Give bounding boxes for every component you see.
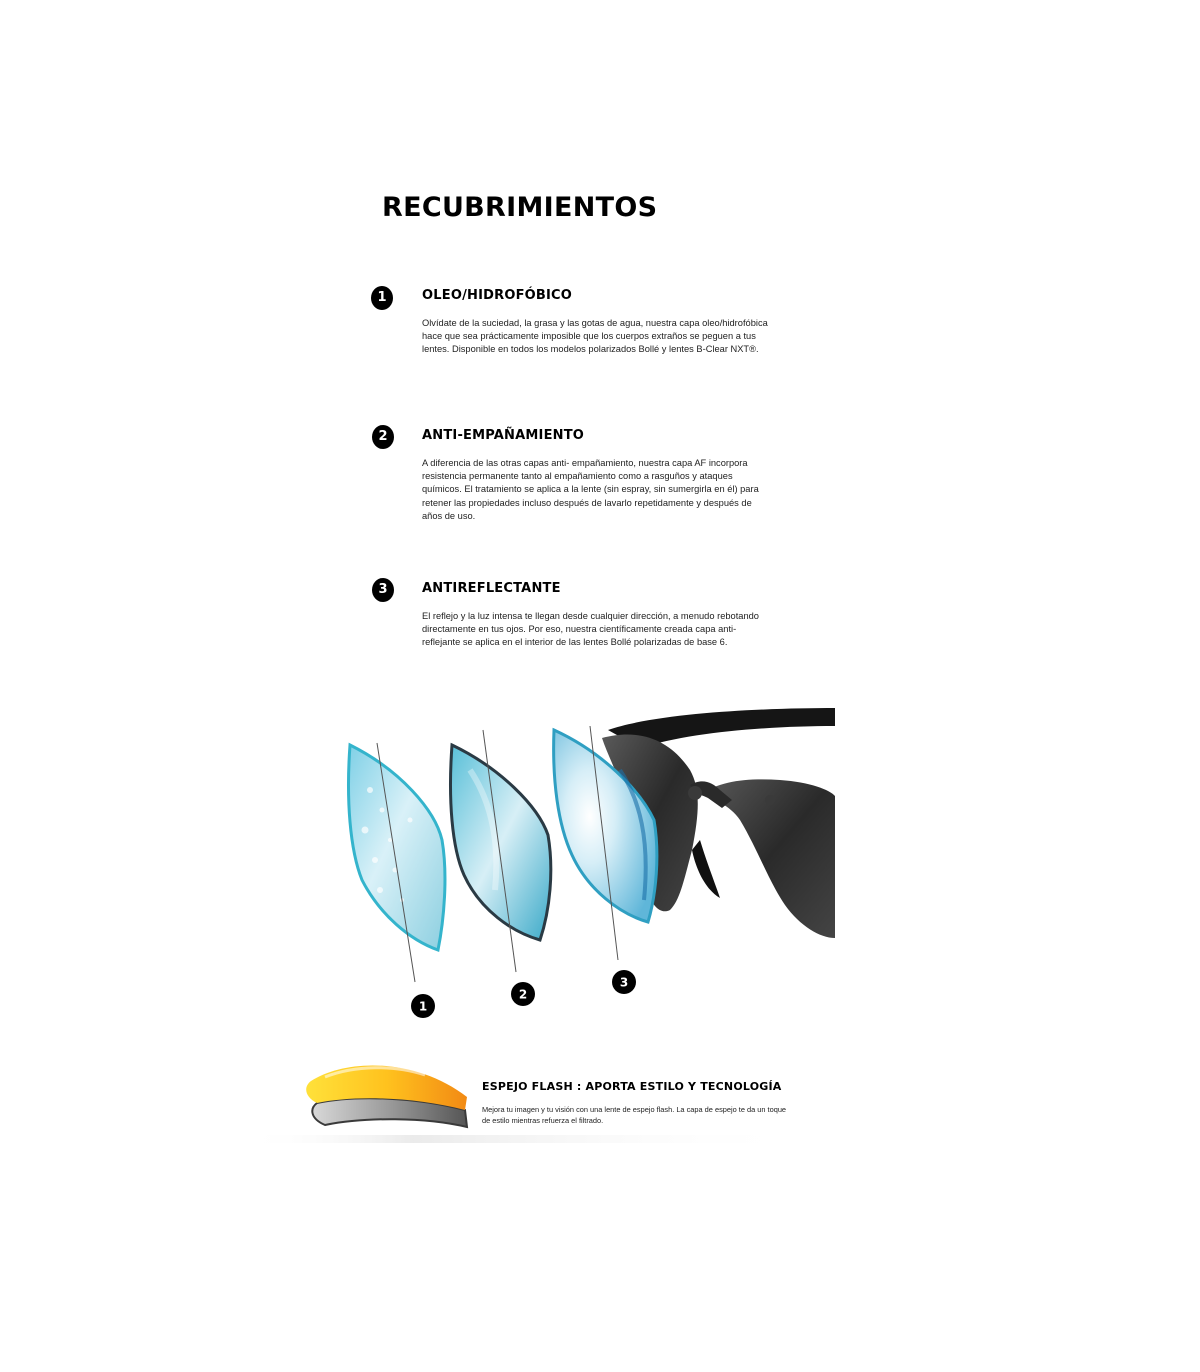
flash-body: Mejora tu imagen y tu visión con una lente de espejo flash. La capa de espejo te da un toque de estilo mientras refuerza el filtrado. xyxy=(482,1105,787,1125)
section-2-body: A diferencia de las otras capas anti- empañamiento, nuestra capa AF incorpora resistencia permanente tanto al empañamiento como a rasguños y ataques químicos. El tratamiento se aplica a la lente (sin espray, sin sumergirla en él) para retener las propiedades incluso después de lavarlo repetidamente y después de años de uso. xyxy=(422,458,759,521)
svg-text:3: 3 xyxy=(619,975,629,990)
lens-layer-1 xyxy=(349,745,445,950)
section-3-number-badge: 3 xyxy=(372,578,394,602)
svg-text:2: 2 xyxy=(518,987,528,1002)
callout-badge-3 xyxy=(612,970,636,994)
section-2-heading: ANTI-EMPAÑAMIENTO xyxy=(422,428,585,443)
section-1-heading: OLEO/HIDROFÓBICO xyxy=(422,288,573,303)
section-2-number-badge: 2 xyxy=(372,425,394,449)
section-1-number-badge: 1 xyxy=(371,286,393,310)
section-1-body: Olvídate de la suciedad, la grasa y las gotas de agua, nuestra capa oleo/hidrofóbica hace que sea prácticamente imposible que los cuerpos extraños se peguen a tus lentes. Disponible en todos los modelos polarizados Bollé y lentes B-Clear NXT®. xyxy=(422,318,768,355)
page-title: RECUBRIMIENTOS xyxy=(382,192,658,223)
callout-badge-2 xyxy=(511,982,535,1006)
section-3-heading: ANTIREFLECTANTE xyxy=(422,581,561,596)
lens-layer-2 xyxy=(451,745,551,940)
svg-text:1: 1 xyxy=(418,999,428,1014)
flash-mirror-lens-illustration xyxy=(245,1055,805,1147)
section-3-body: El reflejo y la luz intensa te llegan desde cualquier dirección, a menudo rebotando directamente en tus ojos. Por eso, nuestra científicamente creada capa anti-reflejante se aplica en el interior de las lentes Bollé polarizadas de base 6. xyxy=(422,611,759,648)
flash-heading: ESPEJO FLASH : APORTA ESTILO Y TECNOLOGÍA xyxy=(482,1080,782,1093)
lens-layers-illustration xyxy=(340,700,840,1030)
callout-badge-1 xyxy=(411,994,435,1018)
